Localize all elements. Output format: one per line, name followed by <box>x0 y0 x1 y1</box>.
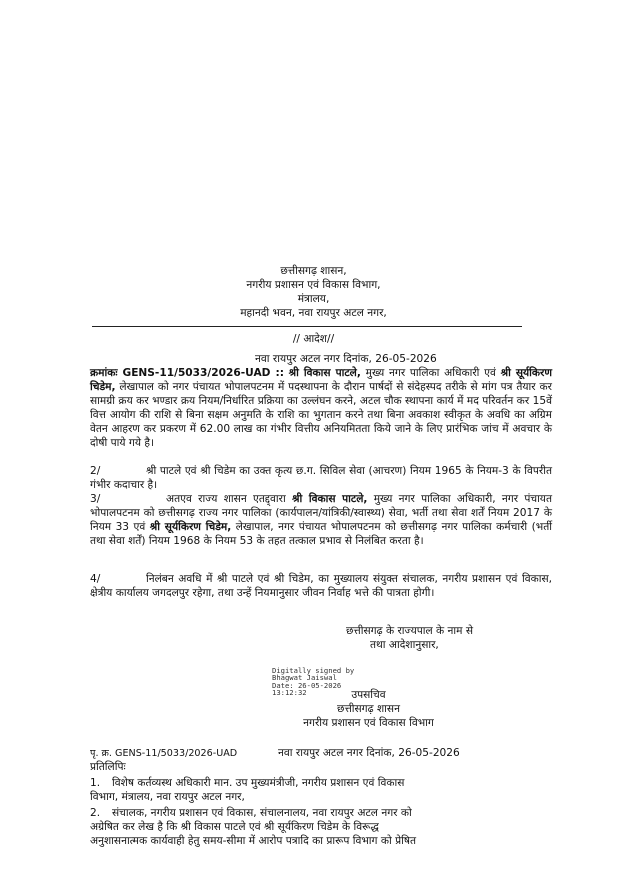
copy-item-1-line-1: विशेष कर्तव्यस्थ अधिकारी मान. उप मुख्यमंत्रीजी, नगरीय प्रशासन एवं विकास <box>112 777 405 789</box>
digital-signature-line-3: Date: 26-05-2026 <box>272 680 342 690</box>
paragraph-2: श्री पाटले एवं श्री चिडेम का उक्त कृत्य छ.ग. सिविल सेवा (आचरण) नियम 1965 के नियम-3 के विपरीत गंभीर कदाचार है। <box>90 465 552 491</box>
header-divider <box>92 326 522 327</box>
paragraph-3-text-b: मुख्य नगर पालिका अधिकारी, नगर पंचायत भोपालपटनम को छत्तीसगढ़ राज्य नगर पालिका (कार्यपालन/यांत्रिकी/स्वास्थ्य) सेवा, भर्ती तथा सेवा शर्तें नियम 2017 के नियम 33 एवं <box>90 493 552 533</box>
order-date: नवा रायपुर अटल नगर दिनांक, 26-05-2026 <box>255 353 437 365</box>
paragraph-3-number: 3/ <box>90 493 101 505</box>
governor-line-2: तथा आदेशानुसार, <box>370 639 439 651</box>
header-department: नगरीय प्रशासन एवं विकास विभाग, <box>246 279 381 291</box>
header-ministry: मंत्रालय, <box>297 293 330 305</box>
paragraph-3-text-a: अतएव राज्य शासन एतद्द्वारा <box>166 493 286 505</box>
copy-item-2-line-1: संचालक, नगरीय प्रशासन एवं विकास, संचालनालय, नवा रायपुर अटल नगर को <box>112 807 412 819</box>
copy-item-1-number: 1. <box>90 777 101 789</box>
digital-signature-line-2: Bhagwat Jaiswal <box>272 673 337 683</box>
header-address: महानदी भवन, नवा रायपुर अटल नगर, <box>240 307 387 319</box>
paragraph-4-number: 4/ <box>90 573 101 585</box>
endorsement-ref-number: पृ. क्र. GENS-11/5033/2026-UAD <box>90 748 238 759</box>
order-number: क्रमांकः GENS-11/5033/2026-UAD :: <box>90 367 284 379</box>
officer-name-patle: श्री विकास पाटले, <box>288 367 361 379</box>
paragraph-1 <box>90 366 552 450</box>
governor-line-1: छत्तीसगढ़ के राज्यपाल के नाम से <box>346 625 474 637</box>
paragraph-1-text-a: मुख्य नगर पालिका अधिकारी एवं <box>365 367 496 379</box>
officer-name-patle-2: श्री विकास पाटले, <box>291 493 368 505</box>
digital-signature-line-1: Digitally signed by <box>272 666 355 675</box>
copy-item-2-line-3: अनुशासनात्मक कार्यवाही हेतु समय-सीमा में आरोप पत्रादि का प्रारूप विभाग को प्रेषित <box>90 835 417 847</box>
copy-to-label: प्रतिलिपिः <box>90 761 126 773</box>
signatory-department: नगरीय प्रशासन एवं विकास विभाग <box>303 717 434 729</box>
signatory-government: छत्तीसगढ़ शासन <box>337 703 400 715</box>
officer-name-chidem-2: श्री सूर्यकिरण चिडेम, <box>149 521 232 533</box>
digital-signature-line-4: 13:12:32 <box>272 688 307 698</box>
header-govt: छत्तीसगढ़ शासन, <box>280 265 347 277</box>
endorsement-date: नवा रायपुर अटल नगर दिनांक, 26-05-2026 <box>278 747 460 759</box>
signatory-designation: उपसचिव <box>351 689 386 701</box>
paragraph-2-number: 2/ <box>90 465 101 477</box>
paragraph-1-text-b: लेखापाल को नगर पंचायत भोपालपटनम में पदस्थापना के दौरान पार्षदों से संदेहस्पद तरीके से मांग पत्र तैयार कर सामग्री क्रय कर भण्डार क्रय नियम/निर्धारित प्रक्रिया का उल्लंघन करने, अटल चौक स्थापना कार्य में मद परिवर्तन कर 15वें वित्त आयोग की राशि से बिना सक्षम अनुमति के राशि का भुगतान करने तथा बिना अवकाश स्वीकृत के अवधि का अग्रिम वेतन आहरण कर प्रकरण में 62.00 लाख का गंभीर वित्तीय अनियमितता किये जाने के लिए प्रारंभिक जांच में अवचार के दोषी पाये गये है। <box>90 381 552 449</box>
copy-item-1-line-2: विभाग, मंत्रालय, नवा रायपुर अटल नगर, <box>90 791 245 803</box>
copy-item-2-line-2: अग्रेषित कर लेख है कि श्री विकास पाटले एवं श्री सूर्यकिरण चिडेम के विरूद्ध <box>90 821 379 833</box>
paragraph-4: निलंबन अवधि में श्री पाटले एवं श्री चिडेम, का मुख्यालय संयुक्त संचालक, नगरीय प्रशासन एवं विकास, क्षेत्रीय कार्यालय जगदलपुर रहेगा, तथा उन्हें नियमानुसार जीवन निर्वाह भत्ते की पात्रता होगी। <box>90 573 552 599</box>
order-title: // आदेश// <box>292 333 335 345</box>
paragraph-3-text-c: लेखापाल, नगर पंचायत भोपालपटनम को छत्तीसगढ़ नगर पालिका कर्मचारी (भर्ती तथा सेवा शर्तें) नियम 1968 के नियम 53 के तहत तत्काल प्रभाव से निलंबित करता है। <box>90 521 552 547</box>
copy-item-2-number: 2. <box>90 807 101 819</box>
endorsement-reference <box>90 746 237 761</box>
paragraph-3 <box>90 492 552 548</box>
officer-name-chidem: श्री सूर्यकिरण चिडेम, <box>90 367 552 393</box>
